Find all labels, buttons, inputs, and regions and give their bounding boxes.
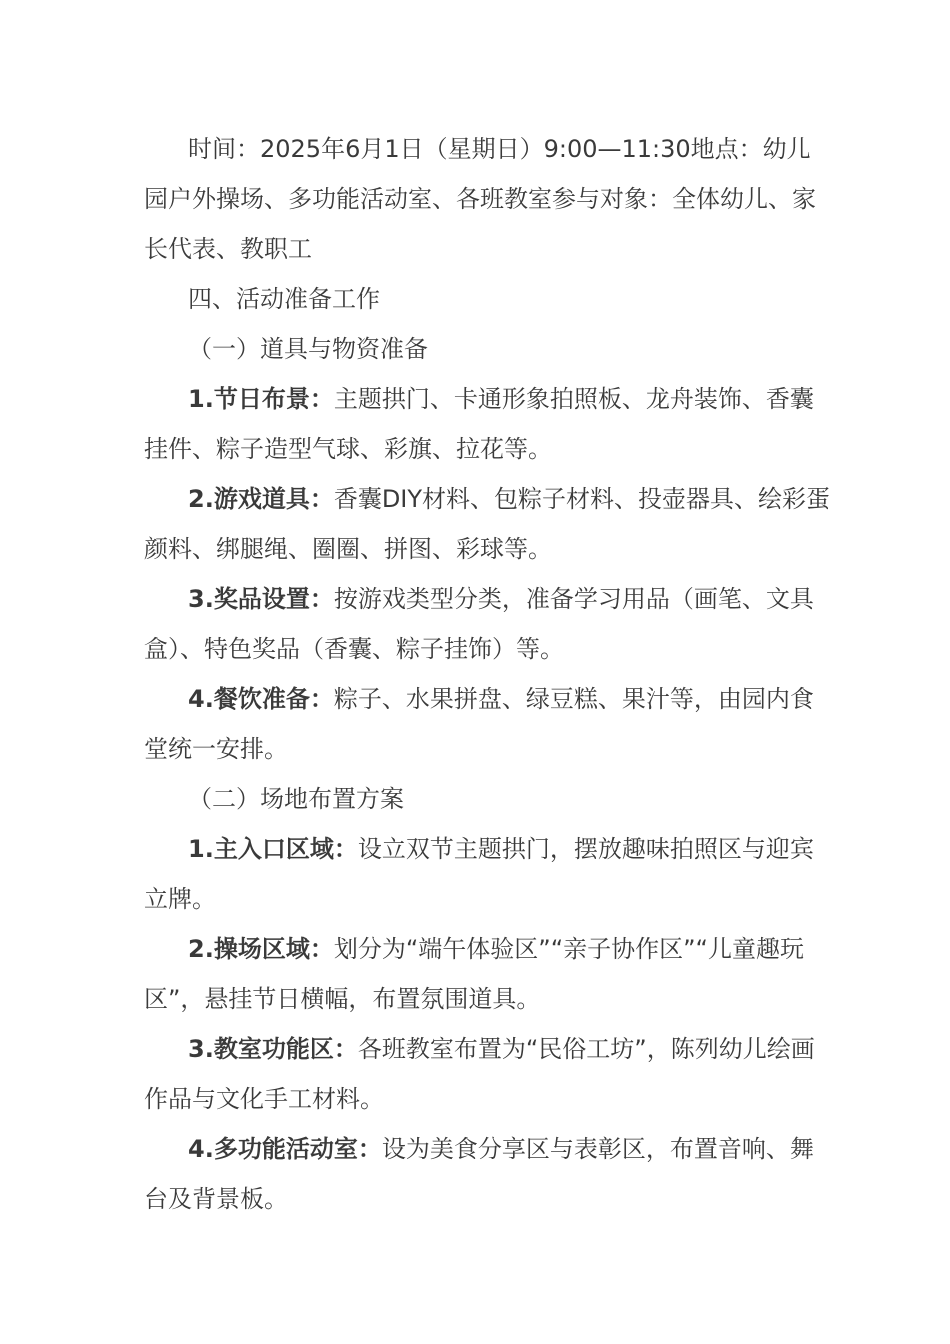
paragraph-bold-lead: 2.游戏道具：: [188, 485, 334, 513]
list-item-classroom: [144, 1024, 834, 1124]
subsection-heading-props: [144, 324, 834, 374]
list-item-entrance: [144, 824, 834, 924]
paragraph-text: 各班教室布置为“民俗工坊”，陈列幼儿绘画作品与文化手工材料。: [144, 1035, 815, 1113]
paragraph-text: 粽子、水果拼盘、绿豆糕、果汁等，由园内食堂统一安排。: [144, 685, 814, 763]
subsection-heading-venue: [144, 774, 834, 824]
paragraph-bold-lead: 4.餐饮准备：: [188, 685, 334, 713]
list-item-playground: [144, 924, 834, 1024]
list-item-decoration: [144, 374, 834, 474]
section-heading-preparation: [144, 274, 834, 324]
list-item-game-props: [144, 474, 834, 574]
paragraph-text: 香囊DIY材料、包粽子材料、投壶器具、绘彩蛋颜料、绑腿绳、圈圈、拼图、彩球等。: [144, 485, 831, 563]
paragraph-bold-lead: 1.节日布景：: [188, 385, 334, 413]
paragraph-text: （一）道具与物资准备: [188, 335, 428, 363]
paragraph-bold-lead: 3.教室功能区：: [188, 1035, 358, 1063]
paragraph-text: 时间：2025年6月1日（星期日）9:00—11:30地点：幼儿园户外操场、多功能活动室、各班教室参与对象：全体幼儿、家长代表、教职工: [144, 135, 816, 263]
paragraph-bold-lead: 3.奖品设置：: [188, 585, 334, 613]
paragraph-text: 设为美食分享区与表彰区，布置音响、舞台及背景板。: [144, 1135, 814, 1213]
paragraph-time-location: [144, 124, 834, 274]
paragraph-text: （二）场地布置方案: [188, 785, 404, 813]
list-item-catering: [144, 674, 834, 774]
paragraph-bold-lead: 2.操场区域：: [188, 935, 334, 963]
document-body: [144, 124, 834, 1224]
paragraph-text: 按游戏类型分类，准备学习用品（画笔、文具盒）、特色奖品（香囊、粽子挂饰）等。: [144, 585, 814, 663]
paragraph-text: 主题拱门、卡通形象拍照板、龙舟装饰、香囊挂件、粽子造型气球、彩旗、拉花等。: [144, 385, 814, 463]
paragraph-text: 设立双节主题拱门，摆放趣味拍照区与迎宾立牌。: [144, 835, 814, 913]
paragraph-text: 划分为“端午体验区”“亲子协作区”“儿童趣玩区”，悬挂节日横幅，布置氛围道具。: [144, 935, 804, 1013]
list-item-multipurpose-room: [144, 1124, 834, 1224]
paragraph-bold-lead: 4.多功能活动室：: [188, 1135, 382, 1163]
paragraph-bold-lead: 1.主入口区域：: [188, 835, 358, 863]
paragraph-text: 四、活动准备工作: [188, 285, 380, 313]
list-item-prizes: [144, 574, 834, 674]
